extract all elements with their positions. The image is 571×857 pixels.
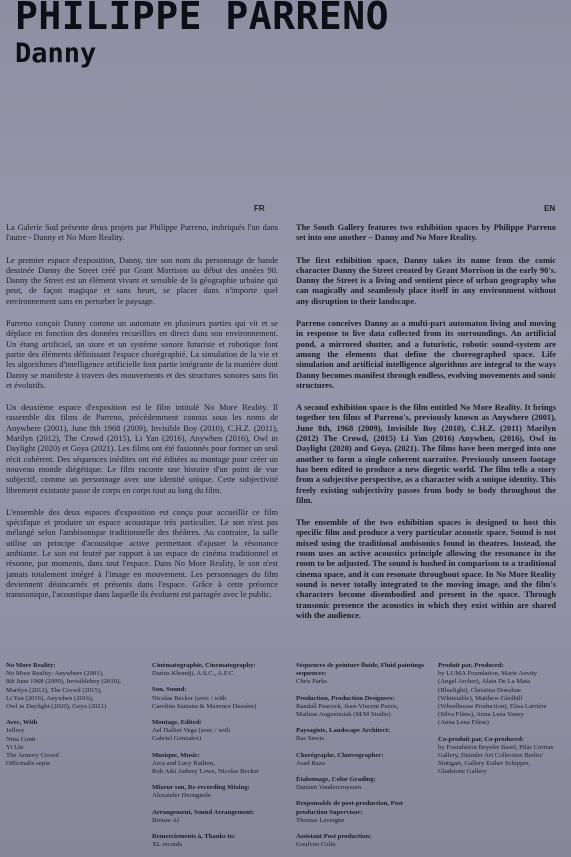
credit-title: Production, Production Designers: <box>296 694 395 702</box>
credit-line: Owl in Daylight (2020), Goya (2021) <box>6 703 107 711</box>
credit-line: Gallery, Daimler Art Collection Berlin/ <box>438 752 543 760</box>
english-text-column <box>296 223 556 633</box>
credit-line: (Anna Lena Films) <box>438 719 489 727</box>
credit-title: No More Reality: <box>6 662 56 669</box>
credit-line: (Wheelhouse Production), Elisa Larrière <box>438 703 547 711</box>
credits-column-1 <box>6 662 144 776</box>
credit-line: Alexander Deongnole <box>152 792 211 800</box>
credit-block <box>6 662 144 711</box>
credit-title: Assistant Post production: <box>296 833 372 841</box>
credit-block <box>152 686 292 711</box>
credit-line: Li Yan (2016), Anywhen (2016), <box>6 694 94 702</box>
credit-line: 8th June 1968 (2009), Invisibleboy (2010), <box>6 678 121 686</box>
credit-title: Musique, Music: <box>152 751 200 759</box>
en-paragraph: The ensemble of the two exhibition spaces is designed to host this specific film and produce a very particular acoustic space. Sound is not mixed using the traditional ambisonics found in theatres. Instead, the room uses an active acoustics principle allowing the resonance in the room to be adjusted. The sound is hushed in comparison to a traditional cinema space, and it can resonate throughout space. In No More Reality sound is never totally integrated to the moving image, and the film's characters become disembodied and present in the space. Through transonic presence the acoustics in which they exist within are shared with the audience. <box>296 518 556 620</box>
credit-line: The Armory Crowd <box>6 752 59 760</box>
credits-column-3 <box>296 662 434 857</box>
credit-block <box>152 719 292 744</box>
credit-line: Chris Parks <box>296 678 328 686</box>
credit-line: XL records <box>152 841 183 849</box>
credit-line: Carolina Santana & Maxence Dussère) <box>152 702 257 710</box>
credit-line: Damien Vandercruyssen <box>296 784 362 792</box>
credit-line: by LUMA Foundation, Marie Auvity <box>438 670 538 678</box>
artist-name: PHILIPPE PARRENO <box>15 0 390 38</box>
credit-title: Co-produit par, Co-produced: <box>438 735 524 743</box>
credit-line: (Silva Films), Anna Lena Vaney <box>438 711 524 719</box>
credit-block <box>438 736 570 777</box>
credit-line: (Bluelight), Christina Donahue <box>438 686 522 694</box>
credit-title: Séquences de peinture fluide, Fluid paintings sequences: <box>296 662 425 678</box>
credit-title: Cinématographie, Cinematography: <box>152 662 256 669</box>
credit-line: No More Reality: Anywhere (2001), <box>6 670 104 678</box>
en-paragraph: Parreno conceives Danny as a multi-part automaton living and moving in response to live data collected from its surroundings. An artificial pond, a mirrored shutter, and a futuristic, robotic sound-system are among the elements that define the choreographed space. Life simulation and artificial intelligence algorithms are integral to the ways Danny becomes manifest through endless, evolving movements and sonic structures. <box>296 319 556 390</box>
credit-line: Goulven Colin <box>296 841 336 849</box>
credit-line: Nicolas Becker (avec / with <box>152 694 227 702</box>
fr-paragraph: Un deuxième espace d'exposition est le film intitulé No More Reality. Il rassemble dix films de Parreno, précédemment connus sous les noms de Anywhere (2001), June 8th 1968 (2009), Invisible Boy (2010), C.H.Z. (2011), Marilyn (2012), The Crowd (2015), Li Yan (2016), Anywhen (2016), Owl in Daylight (2020) et Goya (2021). Les films ont été fusionnés pour former un seul récit cohérent. Des séquences inédites ont été éditées au montage pour créer un nouveau monde diégétique. Le film raconte une histoire d'un point de vue subjectif, comme un personnage avec une identité unique. Cette subjectivité librement existante passe de corps en corps tout au long du film. <box>6 403 278 495</box>
credits-column-2 <box>152 662 292 857</box>
credit-line: Yi Liu <box>6 743 24 751</box>
en-paragraph: The South Gallery features two exhibition spaces by Philippe Parreno set into one another – Danny and No More Reality. <box>296 223 556 243</box>
credit-title: Responsable de post-production, Post production Supervisor: <box>296 800 403 816</box>
credit-line: Gabriel Gonzalez) <box>152 735 202 743</box>
fr-paragraph: L'ensemble des deux espaces d'exposition est conçu pour accueillir ce film spécifique et produire un espace acoustique très particulier. Le son n'est pas mélangé selon l'ambisonique traditionnelle des théâtres. Au contraire, la salle utilise un principe d'acoustique active permettant d'ajuster la résonance ambiante. Le son est feutré par rapport à un espace de cinéma traditionnel et résonne, par moments, dans tout l'espace. Dans No More Reality, le son n'est jamais totalement intégré à l'image en mouvement. Les personnages du film deviennent désincarnés et présents dans l'espace. Grâce à cette présence transsonique, l'acoustique dans laquelle ils évoluent est partagée avec le public. <box>6 507 278 600</box>
credit-line: Randall Peacock, Jean-Vincent Puzos, <box>296 702 399 710</box>
credit-line: Jeffrey <box>6 727 25 735</box>
credit-line: Mathias Augustiniak (M/M Studio) <box>296 711 391 719</box>
credits-column-4 <box>438 662 570 785</box>
credit-block <box>296 662 434 687</box>
credit-title: Étalonnage, Color Grading: <box>296 776 376 784</box>
fr-paragraph: Parreno conçoit Danny comme un automate en plusieurs parties qui vit et se déplace en fonction des données recueillies en direct dans son environnement. Un étang artificiel, un store et un système sonore futuriste et robotique font partie des éléments définissant l'espace chorégraphié. La simulation de la vie et les algorithmes d'intelligence artificielle font partie intégrante de la manière dont Danny se manifeste à travers des mouvements et des structures sonores sans fin et évolutifs. <box>6 319 278 390</box>
credit-block <box>296 695 434 720</box>
credit-block <box>6 719 144 768</box>
credit-block <box>438 662 570 728</box>
credit-line: Brouse Al <box>152 816 179 824</box>
credit-block <box>152 752 292 777</box>
fr-paragraph: Le premier espace d'exposition, Danny, tire son nom du personnage de bande dessinée Danny the Street créé par Grant Morrison au début des années 90. Danny the Street est un élément vivant et sensible de la géographie urbaine qui peut, de façon magique et sans heurt, se placer dans n'importe quel environnement sans en perturber le paysage. <box>6 255 278 306</box>
credit-block <box>152 662 292 678</box>
credit-line: Rob Aiki Aubrey Lowe, Nicolas Becker <box>152 768 259 776</box>
credit-title: Son, Sound: <box>152 686 187 694</box>
credit-line: Asad Raza <box>296 759 325 767</box>
credit-block <box>296 800 434 825</box>
credit-line: Stuttgart, Gallery Esther Schipper, <box>438 760 531 768</box>
credit-title: Arrangement, Sound Arrangement: <box>152 808 255 816</box>
en-paragraph: The first exhibition space, Danny takes its name from the comic character Danny the Street created by Grant Morrison in the early 90's. Danny the Street is a living and sentient piece of urban geography who can magically and seamlessly place itself in any environment without any disruption to their landscape. <box>296 255 556 306</box>
credit-title: Paysagiste, Landscape Architect: <box>296 727 391 735</box>
credit-block <box>296 776 434 792</box>
en-paragraph: A second exhibition space is the film entitled No More Reality. It brings together ten films of Parreno's, previously known as Anywhere (2001), June 8th, 1968 (2009), Invisible Boy (2010), C.H.Z. (2011) Marilyn (2012) The Crowd, (2015) Li Yan (2016) Anywhen, (2016), Owl in Daylight (2020) and Goya, (2021). The films have been merged into one another to form a single coherent narrative. Previously unseen footage has been edited to produce a new diegetic world. The film tells a story from a subjective perspective, as a character with a unique identity. This freely existing subjectivity passes from body to body throughout the film. <box>296 403 556 505</box>
credit-block <box>152 784 292 800</box>
credit-block <box>296 833 434 849</box>
artwork-title: Danny <box>15 38 97 69</box>
credit-block <box>296 727 434 743</box>
credit-line: Arca and Lucy Railton, <box>152 759 215 767</box>
credit-title: Avec, With <box>6 719 38 727</box>
credit-line: Ael Dallier Vega (avec / with <box>152 727 231 735</box>
french-text-column <box>6 223 278 613</box>
credit-line: Thomas Lavergne <box>296 816 345 824</box>
credit-line: Darius Khondji, A.S.C., A.F.C. <box>152 670 235 678</box>
credit-block <box>152 833 292 849</box>
credit-line: Officinalis sepia <box>6 760 50 768</box>
lang-label-en: EN <box>544 204 556 213</box>
credit-title: Produit par, Produced: <box>438 662 504 669</box>
credit-title: Remerciements à, Thanks to: <box>152 833 236 841</box>
credit-line: Gladstone Gallery <box>438 768 487 776</box>
credit-line: Nina Conti <box>6 735 36 743</box>
credit-title: Mixeur son, Re-recording Mixing: <box>152 784 250 792</box>
fr-paragraph: La Galerie Sud présente deux projets par Philippe Parreno, imbriqués l'un dans l'autre - Danny et No More Reality. <box>6 223 278 243</box>
lang-label-fr: FR <box>254 204 265 213</box>
credit-block <box>296 752 434 768</box>
credit-line: Marilyn (2012), The Crowd (2015), <box>6 686 102 694</box>
credit-line: (Angel Archer), Alain De La Mata <box>438 678 531 686</box>
credit-title: Montage, Edited: <box>152 719 202 727</box>
credit-line: (Whitetable), Matthew Gledhill <box>438 694 523 702</box>
credit-block <box>152 809 292 825</box>
credit-line: Bas Smets <box>296 735 325 743</box>
credit-line: by Foundation Beyeler Basel, Pilar Corrias <box>438 743 554 751</box>
credit-title: Chorégraphe, Choreographer: <box>296 751 384 759</box>
